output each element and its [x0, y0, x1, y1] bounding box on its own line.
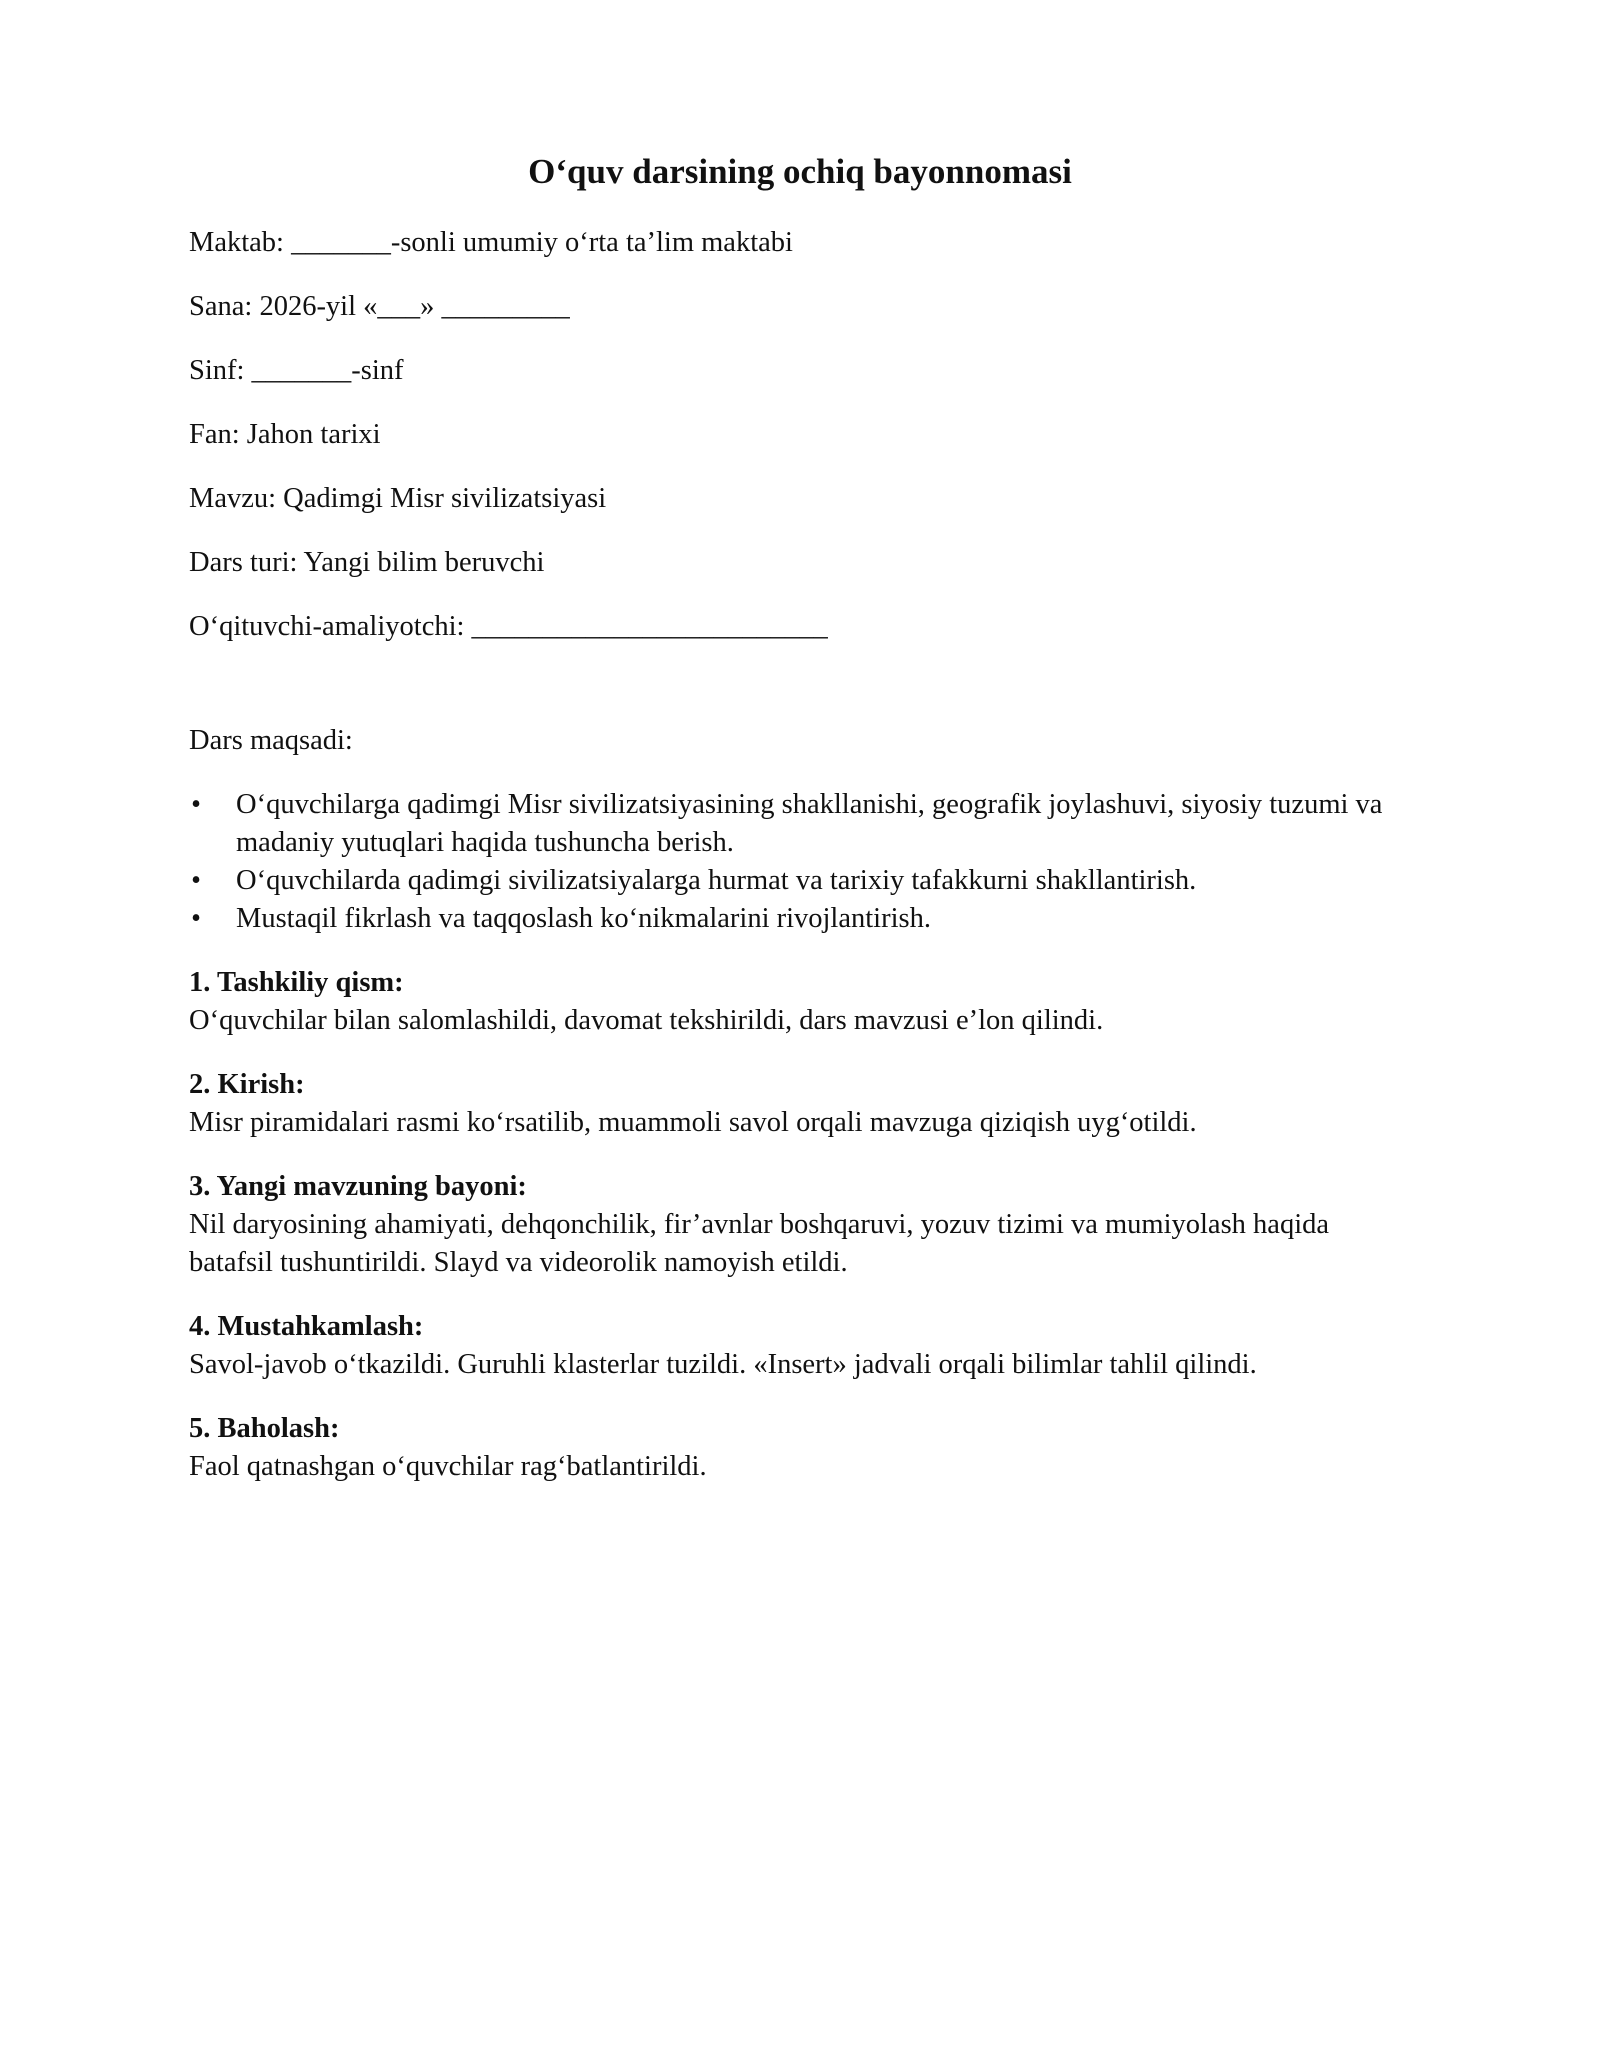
goals-list: [189, 786, 1411, 938]
info-class: Sinf: _______-sinf: [189, 355, 404, 386]
section-heading: 4. Mustahkamlash:: [189, 1311, 424, 1342]
section-heading: 2. Kirish:: [189, 1069, 305, 1100]
document-title: O‘quv darsining ochiq bayonnomasi: [528, 152, 1072, 191]
info-teacher: O‘qituvchi-amaliyotchi: _________________________: [189, 611, 828, 642]
section-introduction: [189, 1066, 1411, 1142]
section-heading: 5. Baholash:: [189, 1413, 340, 1444]
goals-heading: Dars maqsadi:: [189, 725, 353, 756]
section-body: Faol qatnashgan o‘quvchilar rag‘batlantirildi.: [189, 1451, 707, 1482]
section-organizational: [189, 964, 1411, 1040]
section-heading: 1. Tashkiliy qism:: [189, 967, 404, 998]
info-topic: Mavzu: Qadimgi Misr sivilizatsiyasi: [189, 483, 607, 514]
goal-item: [189, 862, 1411, 900]
section-body: O‘quvchilar bilan salomlashildi, davomat tekshirildi, dars mavzusi e’lon qilindi.: [189, 1005, 1104, 1036]
section-new-topic: [189, 1168, 1411, 1282]
bullet-icon: •: [191, 789, 201, 820]
section-heading: 3. Yangi mavzuning bayoni:: [189, 1171, 527, 1202]
bullet-icon: •: [191, 865, 201, 896]
goal-item: [189, 786, 1411, 862]
section-body: Misr piramidalari rasmi ko‘rsatilib, muammoli savol orqali mavzuga qiziqish uyg‘otildi.: [189, 1107, 1197, 1138]
document-content: [189, 148, 1411, 1512]
goal-text: O‘quvchilarda qadimgi sivilizatsiyalarga hurmat va tarixiy tafakkurni shakllantirish.: [236, 865, 1197, 896]
section-body: Nil daryosining ahamiyati, dehqonchilik, fir’avnlar boshqaruvi, yozuv tizimi va mumiyolash haqida batafsil tushuntirildi. Slayd va videorolik namoyish etildi.: [189, 1209, 1330, 1278]
info-date: Sana: 2026-yil «___» _________: [189, 291, 570, 322]
section-reinforcement: [189, 1308, 1411, 1384]
goal-text: Mustaqil fikrlash va taqqoslash ko‘nikmalarini rivojlantirish.: [236, 903, 931, 934]
bullet-icon: •: [191, 903, 201, 934]
info-school: Maktab: _______-sonli umumiy o‘rta ta’lim maktabi: [189, 227, 793, 258]
info-subject: Fan: Jahon tarixi: [189, 419, 381, 450]
section-body: Savol-javob o‘tkazildi. Guruhli klasterlar tuzildi. «Insert» jadvali orqali bilimlar tahlil qilindi.: [189, 1349, 1257, 1380]
section-evaluation: [189, 1410, 1411, 1486]
goal-text: O‘quvchilarga qadimgi Misr sivilizatsiyasining shakllanishi, geografik joylashuvi, siyosiy tuzumi va madaniy yutuqlari haqida tushuncha berish.: [236, 789, 1383, 858]
goal-item: [189, 900, 1411, 938]
info-lesson-type: Dars turi: Yangi bilim beruvchi: [189, 547, 545, 578]
